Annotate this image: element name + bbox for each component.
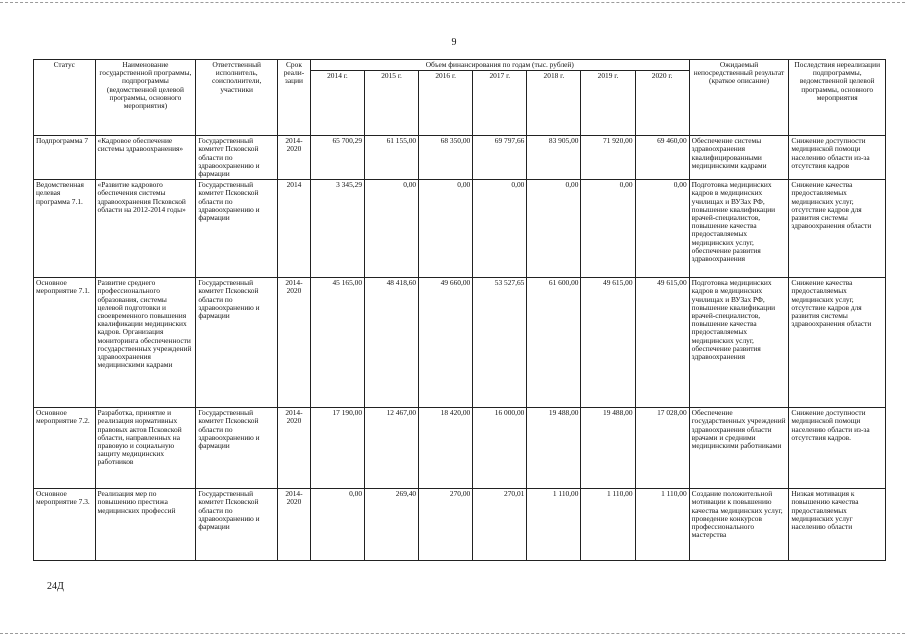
cell-name: Реализация мер по повышению престижа медицинских профессий: [95, 489, 196, 561]
cell-funding: 61 600,00: [527, 278, 581, 408]
cell-funding: 1 110,00: [527, 489, 581, 561]
cell-name: Развитие среднего профессионального образования, системы целевой подготовки и своевременного повышения квалификации медицинских кадров. Организация мониторинга обеспеченности государственных учреждений здравоохранения медицинскими кадрами: [95, 278, 196, 408]
footer-code: 24Д: [47, 581, 64, 592]
cell-status: Ведомственная целевая программа 7.1.: [34, 180, 96, 278]
cell-executor: Государственный комитет Псковской области по здравоохранению и фармации: [196, 278, 278, 408]
header-name: Наименование государственной программы, подпрограммы (ведомственной целевой программы, основного мероприятия): [95, 60, 196, 136]
cell-status: Основное мероприятие 7.2.: [34, 408, 96, 489]
cell-funding: 19 488,00: [527, 408, 581, 489]
header-executor: Ответственный исполнитель, соисполнители, участники: [196, 60, 278, 136]
cell-funding: 1 110,00: [635, 489, 689, 561]
cell-funding: 270,01: [473, 489, 527, 561]
cell-status: Подпрограмма 7: [34, 136, 96, 180]
scan-edge-top: [0, 2, 905, 3]
cell-funding: 69 797,66: [473, 136, 527, 180]
cell-funding: 3 345,29: [310, 180, 364, 278]
cell-funding: 68 350,00: [419, 136, 473, 180]
cell-consequences: Снижение доступности медицинской помощи населению области из-за отсутствия кадров.: [789, 408, 886, 489]
cell-funding: 0,00: [581, 180, 635, 278]
funding-table: [33, 59, 886, 561]
cell-term: 2014- 2020: [278, 408, 311, 489]
cell-funding: 49 615,00: [635, 278, 689, 408]
cell-executor: Государственный комитет Псковской области по здравоохранению и фармации: [196, 136, 278, 180]
header-funding-group: Объем финансирования по годам (тыс. рублей): [310, 60, 689, 71]
cell-funding: 61 155,00: [365, 136, 419, 180]
cell-funding: 1 110,00: [581, 489, 635, 561]
cell-funding: 18 420,00: [419, 408, 473, 489]
cell-term: 2014- 2020: [278, 489, 311, 561]
cell-funding: 71 920,00: [581, 136, 635, 180]
header-year: 2015 г.: [365, 71, 419, 136]
cell-consequences: Низкая мотивация к повышению качества предоставляемых медицинских услуг населению области: [789, 489, 886, 561]
scan-edge-bottom: [0, 633, 905, 634]
header-year: 2018 г.: [527, 71, 581, 136]
cell-funding: 0,00: [365, 180, 419, 278]
cell-consequences: Снижение качества предоставляемых медицинских услуг, отсутствие кадров для развития системы здравоохранения области: [789, 180, 886, 278]
table-row: [34, 180, 886, 278]
cell-result: Создание положительной мотивации к повышению качества медицинских услуг, проведение конкурсов профессионального мастерства: [689, 489, 789, 561]
cell-result: Обеспечение государственных учреждений здравоохранения области врачами и средними медицинскими работниками: [689, 408, 789, 489]
cell-funding: 48 418,60: [365, 278, 419, 408]
header-term: Срок реали- зации: [278, 60, 311, 136]
table-row: [34, 489, 886, 561]
cell-funding: 69 460,00: [635, 136, 689, 180]
table-row: [34, 408, 886, 489]
page-number: 9: [451, 37, 457, 48]
cell-funding: 269,40: [365, 489, 419, 561]
cell-funding: 0,00: [419, 180, 473, 278]
cell-consequences: Снижение доступности медицинской помощи населению области из-за отсутствия кадров: [789, 136, 886, 180]
cell-funding: 45 165,00: [310, 278, 364, 408]
cell-result: Подготовка медицинских кадров в медицинских училищах и ВУЗах РФ, повышение квалификации врачей-специалистов, повышение качества предоставляемых медицинских услуг, обеспечение развития здравоохранения: [689, 180, 789, 278]
cell-funding: 0,00: [310, 489, 364, 561]
cell-funding: 0,00: [635, 180, 689, 278]
cell-funding: 49 615,00: [581, 278, 635, 408]
header-year: 2014 г.: [310, 71, 364, 136]
cell-funding: 0,00: [473, 180, 527, 278]
cell-funding: 17 190,00: [310, 408, 364, 489]
header-year: 2016 г.: [419, 71, 473, 136]
cell-term: 2014- 2020: [278, 136, 311, 180]
cell-status: Основное мероприятие 7.1.: [34, 278, 96, 408]
table-row: [34, 278, 886, 408]
cell-executor: Государственный комитет Псковской области по здравоохранению и фармации: [196, 489, 278, 561]
cell-funding: 270,00: [419, 489, 473, 561]
cell-executor: Государственный комитет Псковской области по здравоохранению и фармации: [196, 180, 278, 278]
cell-result: Обеспечение системы здравоохранения квалифицированными медицинскими кадрами: [689, 136, 789, 180]
header-result: Ожидаемый непосредственный результат (краткое описание): [689, 60, 789, 136]
cell-name: Разработка, принятие и реализация нормативных правовых актов Псковской области, направленных на правовую и социальную защиту медицинских работников: [95, 408, 196, 489]
cell-funding: 53 527,65: [473, 278, 527, 408]
cell-funding: 17 028,00: [635, 408, 689, 489]
cell-result: Подготовка медицинских кадров в медицинских училищах и ВУЗах РФ, повышение квалификации врачей-специалистов, повышение качества предоставляемых медицинских услуг, обеспечение развития здравоохранения: [689, 278, 789, 408]
cell-consequences: Снижение качества предоставляемых медицинских услуг, отсутствие кадров для развития системы здравоохранения области: [789, 278, 886, 408]
header-consequences: Последствия нереализации подпрограммы, ведомственной целевой программы, основного мероприятия: [789, 60, 886, 136]
header-year: 2019 г.: [581, 71, 635, 136]
cell-funding: 19 488,00: [581, 408, 635, 489]
cell-name: «Развитие кадрового обеспечения системы здравоохранения Псковской области на 2012-2014 годы»: [95, 180, 196, 278]
header-row-top: [34, 60, 886, 71]
table-row: [34, 136, 886, 180]
cell-funding: 0,00: [527, 180, 581, 278]
cell-term: 2014- 2020: [278, 278, 311, 408]
header-year: 2020 г.: [635, 71, 689, 136]
cell-term: 2014: [278, 180, 311, 278]
cell-funding: 16 000,00: [473, 408, 527, 489]
header-status: Статус: [34, 60, 96, 136]
cell-funding: 65 700,29: [310, 136, 364, 180]
cell-executor: Государственный комитет Псковской области по здравоохранению и фармации: [196, 408, 278, 489]
cell-funding: 12 467,00: [365, 408, 419, 489]
cell-funding: 83 905,00: [527, 136, 581, 180]
cell-status: Основное мероприятие 7.3.: [34, 489, 96, 561]
cell-funding: 49 660,00: [419, 278, 473, 408]
header-year: 2017 г.: [473, 71, 527, 136]
cell-name: «Кадровое обеспечение системы здравоохранения»: [95, 136, 196, 180]
